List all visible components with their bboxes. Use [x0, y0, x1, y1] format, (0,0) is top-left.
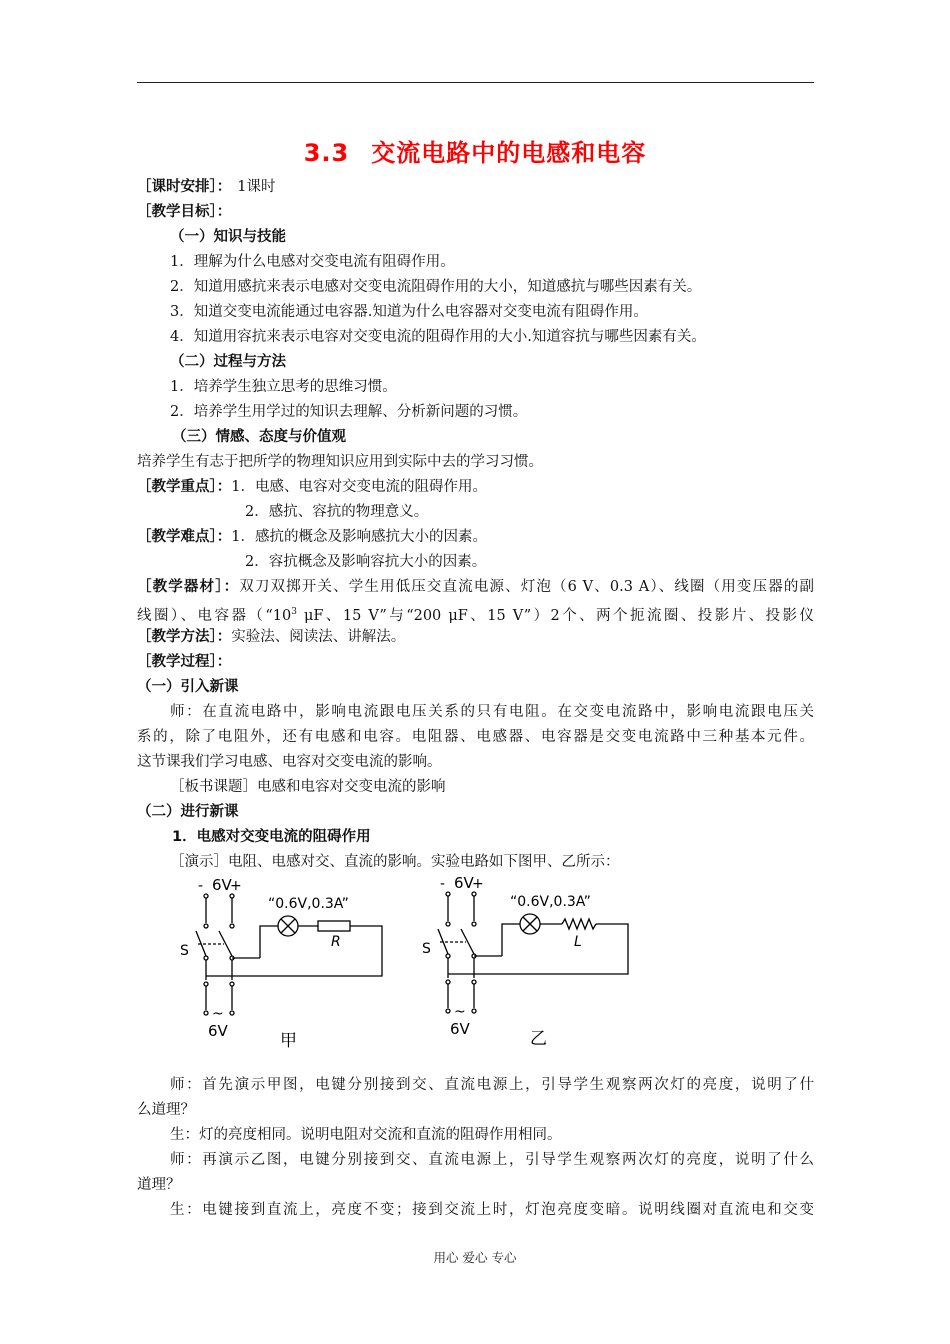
process-heading: （二）过程与方法	[170, 354, 286, 370]
goals-label: ［教学目标］：	[137, 204, 232, 220]
dc-voltage-label-right: 6V	[454, 874, 474, 892]
ac-voltage-right: 6V	[450, 1020, 470, 1038]
circuit-right	[422, 874, 628, 1049]
intro-para-line-1: 师：在直流电路中，影响电流跟电压关系的只有电阻。在交变电流路中，影响电流跟电压关	[170, 704, 814, 720]
dialogue-student-1: 生：灯的亮度相同。说明电阻对交流和直流的阻碍作用相同。	[170, 1127, 562, 1143]
key-points-line-1: ［教学重点］：1．电感、电容对交变电流的阻碍作用。	[137, 479, 487, 495]
difficulties-line-1: ［教学难点］：1．感抗的概念及影响感抗大小的因素。	[137, 529, 487, 545]
lamp-rating-right: “0.6V,0.3A”	[510, 894, 591, 910]
process-item-1: 1．培养学生独立思考的思维习惯。	[170, 379, 397, 395]
materials-line-2: 线圈）、电容器（“$10^3$ μF、15 V”与“200 μF、15 V”）2个、两个扼流圈、投影片、投影仪	[137, 607, 814, 624]
schedule-line: ［课时安排］： 1课时	[137, 179, 276, 195]
caption-jia: 甲	[280, 1031, 297, 1051]
inductance-subheading: 1．电感对交变电流的阻碍作用	[172, 829, 371, 845]
knowledge-item-1: 1．理解为什么电感对交变电流有阻碍作用。	[170, 254, 455, 270]
dialogue-teacher-1a: 师：首先演示甲图，电键分别接到交、直流电源上，引导学生观察两次灯的亮度，说明了什	[170, 1077, 814, 1093]
emotion-text: 培养学生有志于把所学的物理知识应用到实际中去的学习习惯。	[137, 454, 543, 470]
dialogue-teacher-2a: 师：再演示乙图，电键分别接到交、直流电源上，引导学生观察两次灯的亮度，说明了什么	[170, 1152, 814, 1168]
ac-symbol-left: ~	[212, 1006, 224, 1022]
intro-heading: （一）引入新课	[137, 679, 239, 695]
difficulties-line-2: 2．容抗概念及影响容抗大小的因素。	[245, 554, 487, 570]
intro-para-line-3: 这节课我们学习电感、电容对交变电流的影响。	[137, 754, 442, 770]
page-title: 3.3 交流电路中的电感和电容	[303, 139, 647, 167]
knowledge-heading: （一）知识与技能	[170, 229, 286, 245]
board-title: ［板书课题］电感和电容对交变电流的影响	[170, 779, 446, 795]
methods-line: ［教学方法］：实验法、阅读法、讲解法。	[137, 629, 406, 645]
dc-plus-label: +	[230, 878, 242, 894]
dialogue-student-2: 生：电键接到直流上，亮度不变；接到交流上时，灯泡亮度变暗。说明线圈对直流电和交变	[170, 1202, 814, 1218]
knowledge-item-2: 2．知道用感抗来表示电感对交变电流阻碍作用的大小，知道感抗与哪些因素有关。	[170, 279, 702, 295]
ac-symbol-right: ~	[454, 1004, 466, 1020]
dc-plus-label-right: +	[472, 876, 484, 892]
inductor-label: L	[574, 934, 582, 950]
process-label: ［教学过程］：	[137, 654, 232, 670]
knowledge-item-4: 4．知道用容抗来表示电容对交变电流的阻碍作用的大小.知道容抗与哪些因素有关。	[170, 329, 706, 345]
demo-line: ［演示］电阻、电感对交、直流的影响。实验电路如下图甲、乙所示：	[170, 854, 620, 870]
process-item-2: 2．培养学生用学过的知识去理解、分析新问题的习惯。	[170, 404, 528, 420]
ac-voltage-left: 6V	[208, 1022, 228, 1040]
knowledge-item-3: 3．知道交变电流能通过电容器.知道为什么电容器对交变电流有阻碍作用。	[170, 304, 648, 320]
circuit-left	[180, 876, 382, 1051]
dc-voltage-label: 6V	[212, 876, 232, 894]
dc-minus-label: -	[198, 878, 204, 894]
switch-label: S	[180, 943, 189, 959]
lamp-rating-left: “0.6V,0.3A”	[268, 896, 349, 912]
dc-minus-label-right: -	[440, 876, 446, 892]
switch-label-right: S	[422, 941, 431, 957]
intro-para-line-2: 系的，除了电阻外，还有电感和电容。电阻器、电感器、电容器是交变电流路中三种基本元件。	[137, 729, 814, 745]
header-rule	[137, 82, 814, 83]
page-footer: 用心 爱心 专心	[433, 1250, 517, 1265]
caption-yi: 乙	[530, 1029, 547, 1049]
key-points-line-2: 2．感抗、容抗的物理意义。	[245, 504, 429, 520]
dialogue-teacher-1b: 么道理？	[137, 1102, 195, 1118]
dialogue-teacher-2b: 道理？	[137, 1177, 181, 1193]
circuit-figure	[170, 868, 650, 1058]
resistor-r	[318, 921, 350, 931]
new-lesson-heading: （二）进行新课	[137, 804, 239, 820]
inductor-l	[562, 919, 596, 929]
resistor-label: R	[331, 934, 341, 950]
emotion-heading: （三）情感、态度与价值观	[172, 429, 346, 445]
materials-line-1: ［教学器材］：双刀双掷开关、学生用低压交直流电源、灯泡（6 V、0.3 A）、线圈（用变压器的副	[137, 579, 814, 595]
